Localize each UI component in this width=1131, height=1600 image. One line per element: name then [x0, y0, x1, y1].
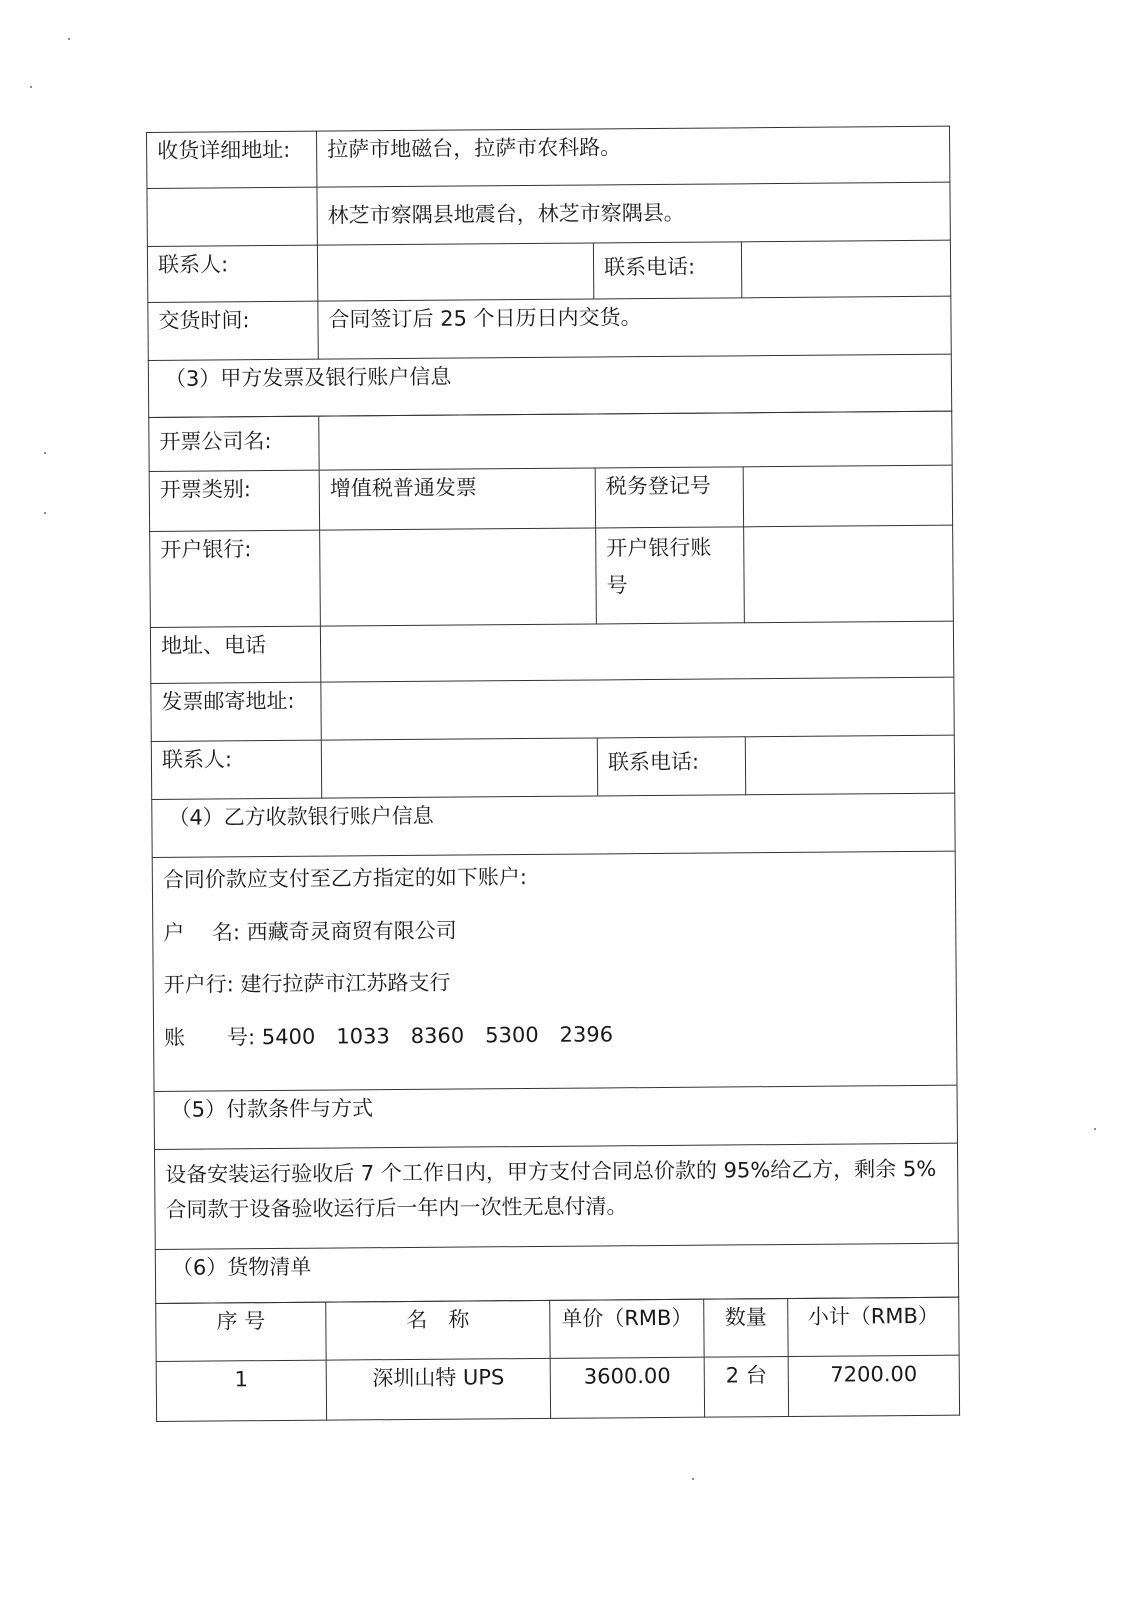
payment-terms: 设备安装运行验收后 7 个工作日内，甲方支付合同总价款的 95%给乙方，剩余 5%合同款于设备验收运行后一年内一次性无息付清。: [154, 1143, 958, 1249]
invoice-type-label: 开票类别:: [149, 470, 319, 531]
payee-name: 户 名: 西藏奇灵商贸有限公司: [163, 918, 457, 945]
invoice-account-label-line-1: 开户银行账: [606, 535, 712, 561]
tax-id-label: 税务登记号: [595, 467, 743, 528]
section-4-title: （4）乙方收款银行账户信息: [152, 793, 955, 857]
invoice-bank-value: [320, 528, 597, 626]
section-5-title: （5）付款条件与方式: [154, 1085, 957, 1149]
payee-account-block: [152, 851, 957, 1091]
invoice-mail-label: 发票邮寄地址:: [151, 682, 321, 741]
goods-header-name: 名 称: [326, 1300, 550, 1360]
scan-speck: [1094, 1128, 1096, 1130]
invoice-address-phone-label: 地址、电话: [150, 626, 320, 683]
delivery-time-value: 合同签订后 25 个日历日内交货。: [318, 296, 951, 359]
goods-table: [155, 1297, 960, 1422]
scan-speck: [692, 1478, 694, 1480]
invoice-company-label: 开票公司名:: [149, 416, 319, 471]
invoice-company-value: [319, 411, 952, 470]
section-3-title: （3）甲方发票及银行账户信息: [148, 354, 951, 417]
invoice-address-phone-value: [320, 621, 953, 682]
invoice-type-value: 增值税普通发票: [319, 468, 595, 530]
table-row: [156, 1355, 959, 1421]
goods-row-price: 3600.00: [550, 1357, 704, 1418]
payee-bank: 开户行: 建行拉萨市江苏路支行: [163, 970, 451, 997]
invoice-contact-label: 联系人:: [151, 740, 321, 799]
address-label-empty: [147, 187, 317, 246]
delivery-table: [146, 126, 952, 418]
scan-speck: [44, 512, 46, 514]
phone-label: 联系电话:: [593, 242, 741, 299]
invoice-account-value: [744, 525, 954, 623]
invoice-table: [148, 411, 959, 1304]
section-6-title: （6）货物清单: [155, 1243, 958, 1303]
address-line-1: 拉萨市地磁台，拉萨市农科路。: [316, 126, 949, 187]
payee-intro: 合同价款应支付至乙方指定的如下账户:: [162, 865, 528, 892]
scan-speck: [30, 86, 32, 88]
tax-id-value: [743, 465, 952, 527]
goods-row-subtotal: 7200.00: [788, 1355, 959, 1416]
goods-header-price: 单价（RMB）: [550, 1299, 704, 1358]
goods-header-qty: 数量: [704, 1298, 788, 1357]
goods-row-no: 1: [156, 1360, 326, 1421]
goods-row-name: 深圳山特 UPS: [326, 1358, 550, 1420]
scan-speck: [68, 38, 70, 40]
invoice-bank-label: 开户银行:: [150, 530, 321, 627]
invoice-contact-value: [321, 738, 597, 798]
invoice-account-label-line-2: 号: [606, 572, 628, 598]
address-label: 收货详细地址:: [147, 131, 317, 188]
invoice-mail-value: [321, 677, 954, 740]
delivery-time-label: 交货时间:: [148, 301, 318, 360]
contact-label: 联系人:: [147, 245, 317, 302]
invoice-account-label: [596, 527, 745, 624]
goods-row-qty: 2 台: [704, 1356, 788, 1417]
goods-header-no: 序 号: [156, 1302, 326, 1361]
goods-header-subtotal: 小计（RMB）: [788, 1297, 959, 1356]
contract-page: [146, 126, 960, 1422]
scan-speck: [44, 452, 46, 454]
address-line-2: 林芝市察隅县地震台，林芝市察隅县。: [317, 182, 950, 245]
invoice-phone-value: [745, 735, 954, 795]
contact-value: [317, 243, 593, 301]
payee-account-number: 账 号: 5400 1033 8360 5300 2396: [164, 1022, 614, 1050]
invoice-phone-label: 联系电话:: [597, 737, 745, 796]
phone-value: [741, 240, 950, 298]
